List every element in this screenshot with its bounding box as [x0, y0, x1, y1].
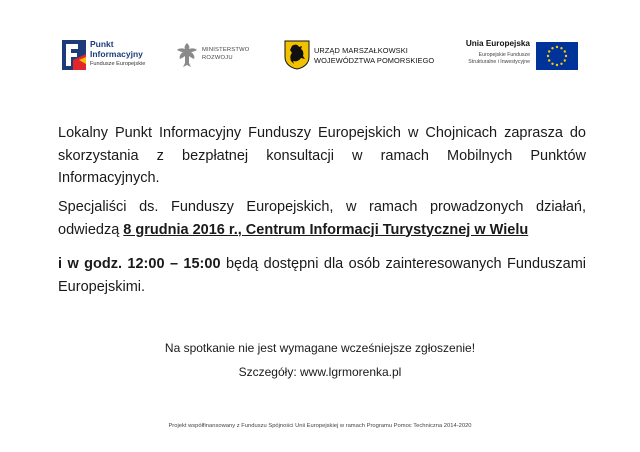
um-logo-line1: URZĄD MARSZAŁKOWSKI	[314, 46, 408, 55]
registration-note: Na spotkanie nie jest wymagane wcześniejsze zgłoszenie!	[164, 341, 476, 355]
punkt-informacyjny-logo	[62, 36, 172, 76]
hours-paragraph	[58, 253, 586, 298]
hours-rest-text: będą dostępni dla osób zainteresowanych Funduszami Europejskimi.	[58, 256, 586, 295]
ue-logo-sub2: Strukturalne i Inwestycyjne	[468, 58, 530, 65]
fe-logo-line2: Informacyjny	[90, 48, 143, 59]
urzad-marszalkowski-logo	[282, 36, 442, 76]
ue-logo-title: Unia Europejska	[465, 39, 530, 48]
visit-hours: i w godz. 12:00 – 15:00	[58, 256, 221, 272]
visit-intro-text: Specjaliści ds. Funduszy Europejskich, w ramach prowadzonych działań, odwiedzą	[58, 199, 586, 238]
mr-logo-line2: ROZWOJU	[202, 55, 233, 61]
visit-date-location: 8 grudnia 2016 r., Centrum Informacji Turystycznej w Wielu	[123, 221, 529, 238]
logo-bar	[62, 36, 580, 76]
ministerstwo-rozwoju-logo	[174, 36, 284, 76]
eagle-emblem-icon	[176, 41, 198, 69]
mr-logo-line1: MINISTERSTWO	[202, 47, 250, 53]
pomorskie-griffin-icon	[284, 40, 310, 70]
ue-logo-sub1: Europejskie Fundusze	[478, 52, 530, 58]
fe-logo-line1: Punkt	[90, 39, 114, 49]
unia-europejska-logo	[448, 36, 580, 76]
fe-logo-subtitle: Fundusze Europejskie	[90, 61, 146, 67]
intro-paragraph: Lokalny Punkt Informacyjny Funduszy Europejskich w Chojnicach zaprasza do skorzystania z bezpłatnej konsultacji w ramach Mobilnych Punktów Informacyjnych.	[58, 125, 586, 186]
details-link[interactable]: Szczegóły: www.lgrmorenka.pl	[238, 365, 402, 379]
footer-note: Projekt współfinansowany z Funduszu Spójności Unii Europejskiej w ramach Programu Pomoc Techniczna 2014-2020	[168, 423, 472, 429]
visit-paragraph	[58, 196, 586, 241]
um-logo-line2: WOJEWÓDZTWA POMORSKIEGO	[314, 55, 435, 65]
eu-flag-icon	[536, 42, 578, 70]
fundusze-europejskie-icon	[62, 40, 88, 70]
